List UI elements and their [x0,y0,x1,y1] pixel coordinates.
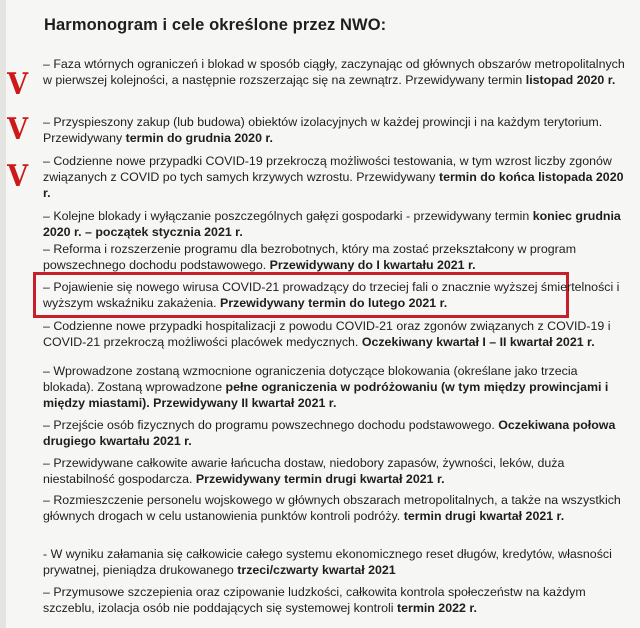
highlighted-list-item: – Pojawienie się nowego wirusa COVID-21 prowadzący do trzeciej fali o znacznie wyższej śmiertelności i wyższym wskaźniku zakażenia. Przewidywany termin do lutego 2021 r. [43,280,620,310]
list-item: – Reforma i rozszerzenie programu dla bezrobotnych, który ma zostać przekształcony w program powszechnego dochodu podstawowego. Przewidywany do I kwartału 2021 r. [43,242,577,272]
list-item: – Przewidywane całkowite awarie łańcucha dostaw, niedobory zapasów, żywności, leków, duża niestabilność gospodarcza. Przewidywany termin drugi kwartał 2021 r. [43,456,565,486]
list-item: – Przymusowe szczepienia oraz czipowanie ludzkości, całkowita kontrola społeczeństw na każdym szczeblu, izolacja osób nie poddających się systemowej kontroli termin 2022 r. [43,585,586,615]
list-item: – Wprowadzone zostaną wzmocnione ograniczenia dotyczące blokowania (określane jako trzecia blokada). Zostaną wprowadzone pełne ograniczenia w podróżowaniu (w tym między prowincjami i między miastami). Przewidywany II kwartał 2021 r. [43,364,609,410]
list-item: – Przyspieszony zakup (lub budowa) obiektów izolacyjnych w każdej prowincji i na każdym terytorium. Przewidywany termin do grudnia 2020 r. [43,115,603,145]
red-check-mark-3: V [7,159,29,194]
list-item: – Codzienne nowe przypadki hospitalizacji z powodu COVID-21 oraz zgonów związanych z COVID-19 i COVID-21 przekroczą możliwości placówek medycznych. Oczekiwany kwartał I – II kwartał 2021 r. [43,319,611,349]
list-item: – Kolejne blokady i wyłączanie poszczególnych gałęzi gospodarki - przewidywany termin koniec grudnia 2020 r. – początek stycznia 2021 r. [43,209,621,239]
list-item: - W wyniku załamania się całkowicie całego systemu ekonomicznego reset długów, kredytów, własności prywatnej, pieniądza drukowanego trzeci/czwarty kwartał 2021 [43,547,612,577]
red-check-mark-2: V [7,112,29,147]
red-check-mark-1: V [7,67,29,102]
left-edge [0,0,6,628]
list-item: – Codzienne nowe przypadki COVID-19 przekroczą możliwości testowania, w tym wzrost liczby zgonów związanych z COVID po tych samych krzywych wzrostu. Przewidywany termin do końca listopada 2020 r. [43,154,624,200]
list-item: – Rozmieszczenie personelu wojskowego w głównych obszarach metropolitalnych, a także na wszystkich głównych drogach w celu ustanowienia punktów kontroli podróży. termin drugi kwartał 2021 r. [43,493,621,523]
page-title: Harmonogram i cele określone przez NWO: [44,16,387,34]
list-item: – Przejście osób fizycznych do programu powszechnego dochodu podstawowego. Oczekiwana połowa drugiego kwartału 2021 r. [43,418,616,448]
list-item: – Faza wtórnych ograniczeń i blokad w sposób ciągły, zaczynając od głównych obszarów metropolitalnych w pierwszej kolejności, a następnie rozszerzając się na zewnątrz. Przewidywany termin listopad 2020 r. [43,57,625,87]
